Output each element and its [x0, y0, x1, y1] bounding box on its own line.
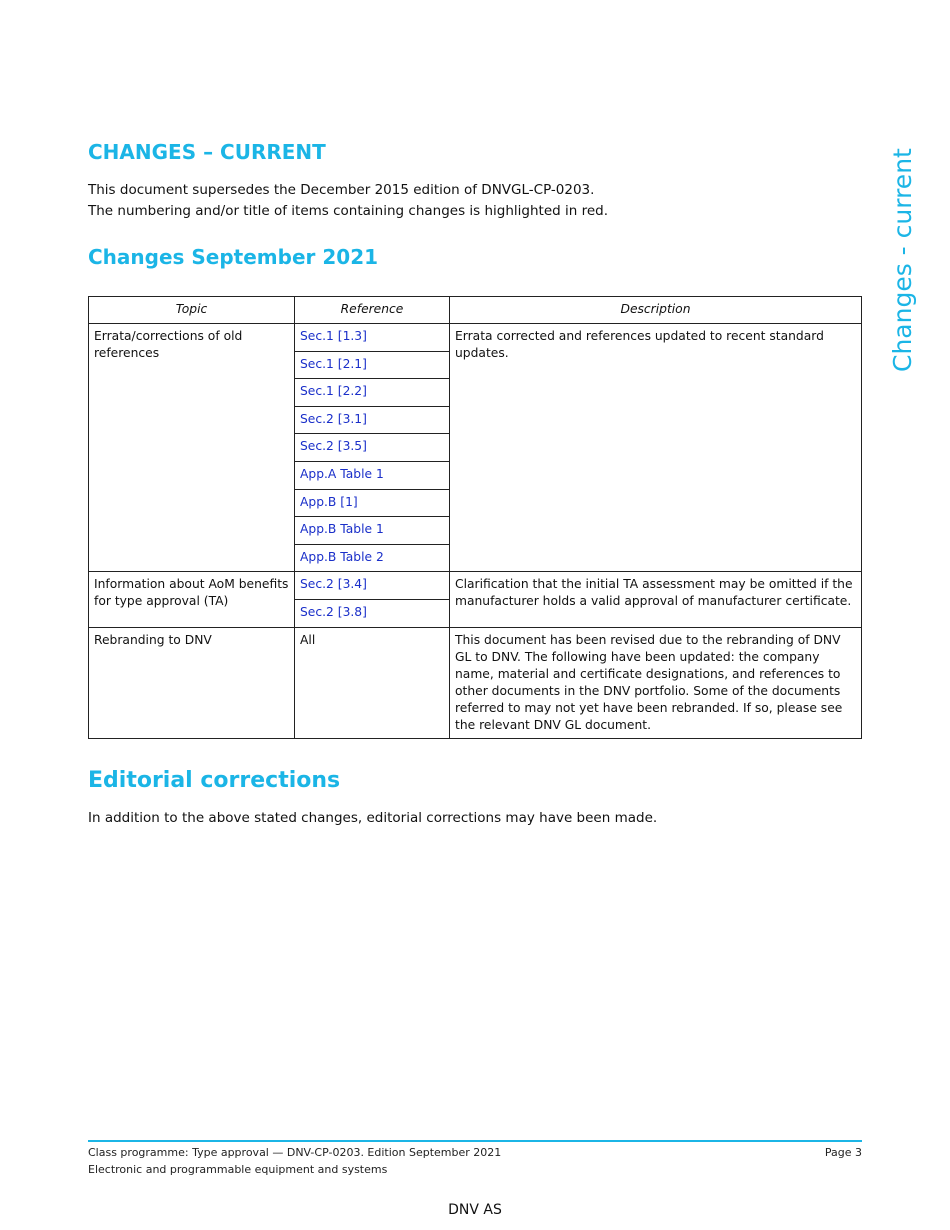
footer-document-title: Class programme: Type approval — DNV-CP-0203. Edition September 2021 — [88, 1146, 502, 1159]
reference-link[interactable]: Sec.1 [1.3] — [295, 324, 450, 352]
page-title: CHANGES – CURRENT — [88, 140, 326, 164]
reference-link[interactable]: Sec.1 [2.2] — [295, 379, 450, 407]
reference-link[interactable]: App.A Table 1 — [295, 461, 450, 489]
reference-cell: All — [295, 627, 450, 738]
topic-cell: Errata/corrections of old references — [89, 324, 295, 572]
footer-divider — [88, 1140, 862, 1142]
changes-table — [88, 296, 862, 739]
header-description: Description — [450, 297, 862, 324]
header-topic: Topic — [89, 297, 295, 324]
reference-link[interactable]: Sec.2 [3.4] — [295, 572, 450, 600]
section-title: Changes September 2021 — [88, 245, 379, 269]
header-reference: Reference — [295, 297, 450, 324]
topic-cell: Rebranding to DNV — [89, 627, 295, 738]
table-row — [89, 627, 862, 738]
editorial-title: Editorial corrections — [88, 768, 341, 793]
table-row — [89, 324, 862, 352]
intro-line: The numbering and/or title of items containing changes is highlighted in red. — [88, 203, 609, 219]
intro-line: This document supersedes the December 2015 edition of DNVGL-CP-0203. — [88, 182, 595, 198]
table-row — [89, 572, 862, 600]
side-tab-label: Changes - current — [888, 148, 917, 372]
intro-text — [88, 180, 608, 222]
page-number: Page 3 — [824, 1146, 862, 1159]
reference-link[interactable]: App.B Table 1 — [295, 517, 450, 545]
topic-cell: Information about AoM benefits for type approval (TA) — [89, 572, 295, 627]
table-header-row — [89, 297, 862, 324]
reference-link[interactable]: App.B Table 2 — [295, 544, 450, 572]
description-cell: Clarification that the initial TA assessment may be omitted if the manufacturer holds a valid approval of manufacturer certificate. — [450, 572, 862, 627]
reference-link[interactable]: Sec.2 [3.1] — [295, 406, 450, 434]
reference-link[interactable]: Sec.2 [3.5] — [295, 434, 450, 462]
reference-link[interactable]: Sec.1 [2.1] — [295, 351, 450, 379]
description-cell: This document has been revised due to the rebranding of DNV GL to DNV. The following have been updated: the company name, material and certificate designations, and references to other documents in the DNV portfolio. Some of the documents referred to may not yet have been rebranded. If so, please see the relevant DNV GL document. — [450, 627, 862, 738]
company-name: DNV AS — [448, 1202, 502, 1218]
footer-document-subtitle: Electronic and programmable equipment and systems — [88, 1163, 388, 1176]
reference-link[interactable]: App.B [1] — [295, 489, 450, 517]
reference-link[interactable]: Sec.2 [3.8] — [295, 599, 450, 627]
editorial-text: In addition to the above stated changes, editorial corrections may have been made. — [88, 810, 658, 826]
description-cell: Errata corrected and references updated to recent standard updates. — [450, 324, 862, 572]
